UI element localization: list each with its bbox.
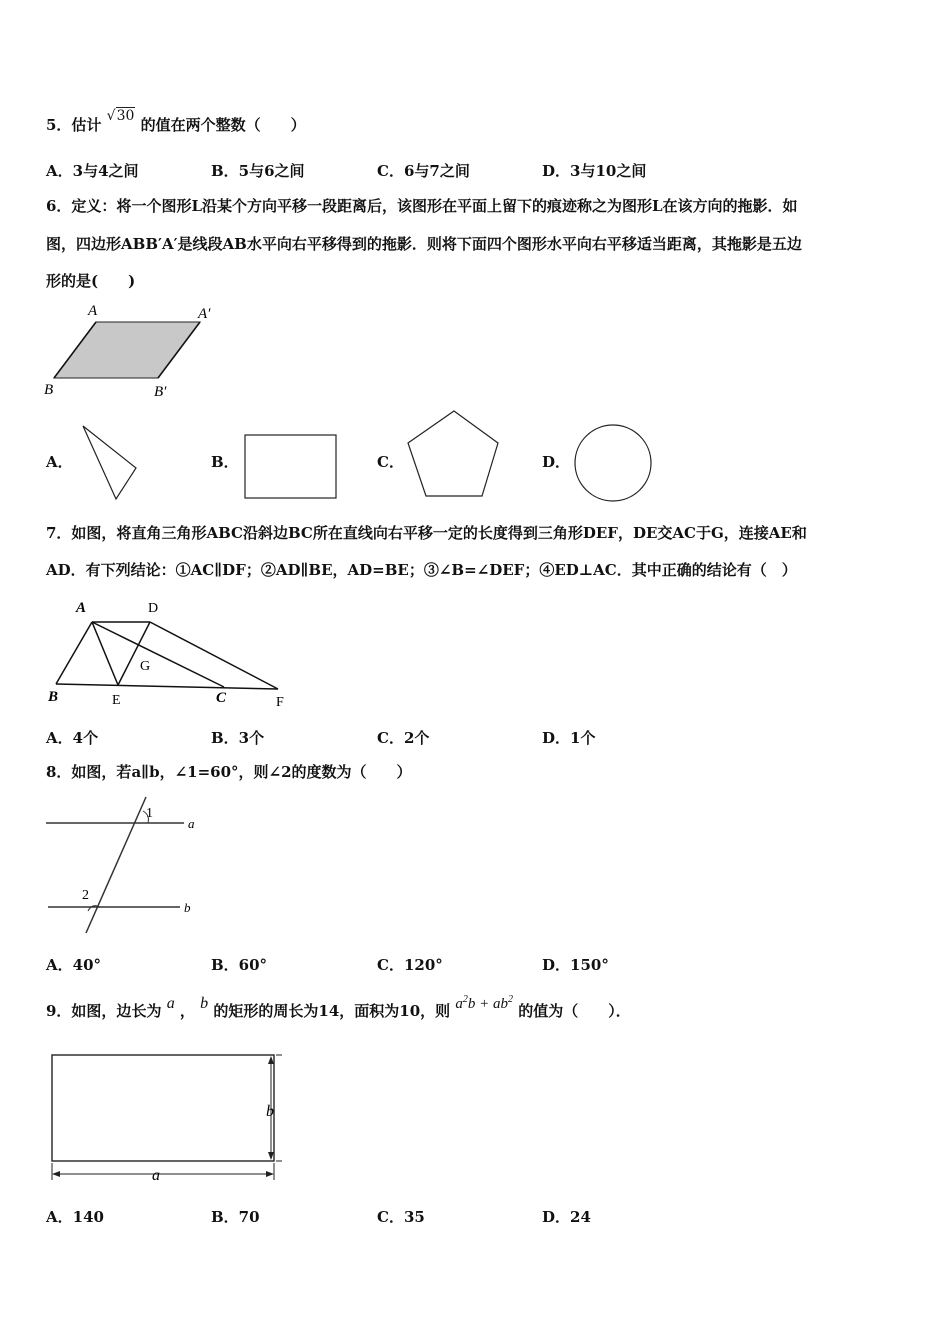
q9-expression: $a^2b + ab^2$ (455, 994, 514, 1012)
q8-option-b[interactable]: B．60° (211, 956, 268, 974)
label-F: F (276, 695, 284, 710)
angle-2-label: 2 (82, 888, 89, 903)
label-A-prime: A′ (198, 306, 211, 322)
angle-1-label: 1 (146, 806, 153, 821)
q7-option-a[interactable]: A．4个 (46, 729, 99, 747)
q8-option-c[interactable]: C．120° (377, 956, 443, 974)
q9-option-b[interactable]: B．70 (211, 1208, 260, 1226)
side-a-label: a (152, 1167, 160, 1184)
q9-option-a[interactable]: A．140 (46, 1208, 104, 1226)
sqrt-radicand: 30 (116, 108, 135, 124)
label-E: E (112, 693, 121, 708)
label-A: A (88, 303, 98, 319)
side-b-label: b (266, 1103, 274, 1120)
q9-comma: ， (179, 1002, 195, 1020)
q8-option-d[interactable]: D．150° (542, 956, 609, 974)
line-a-label: a (188, 816, 195, 831)
q9-stem (46, 994, 631, 1021)
label-B: B (48, 689, 59, 705)
q9-stem-post: 的值为（ ）． (518, 1002, 631, 1020)
label-G: G (140, 659, 151, 674)
q6-parallelogram-figure (40, 300, 270, 400)
q6-line-3: 形的是( ) (46, 272, 136, 290)
q9-option-c[interactable]: C．35 (377, 1208, 425, 1226)
q9-stem-pre: 9．如图，边长为 (46, 1002, 162, 1020)
label-A: A (76, 600, 87, 616)
circle-icon (571, 421, 655, 505)
q7-triangle-figure (44, 596, 304, 711)
q6-option-c[interactable]: C． (377, 453, 404, 471)
q8-option-a[interactable]: A．40° (46, 956, 102, 974)
q9-stem-mid: 的矩形的周长为14，面积为10，则 (213, 1002, 451, 1020)
q6-option-d[interactable]: D． (542, 453, 571, 471)
rectangle-icon (240, 430, 340, 502)
q6-line-2: 图，四边形ABB′A′是线段AB水平向右平移得到的拖影．则将下面四个图形水平向右平移适当距离，其拖影是五边 (46, 235, 802, 253)
label-D: D (148, 601, 159, 616)
q6-option-b[interactable]: B． (211, 453, 239, 471)
q7-line-2: AD．有下列结论：①AC∥DF；②AD∥BE，AD=BE；③∠B=∠DEF；④ED⊥AC．其中正确的结论有（ ） (46, 561, 797, 579)
q5-option-a[interactable]: A．3与4之间 (46, 162, 139, 180)
q9-rectangle-figure (44, 1048, 304, 1188)
q6-line-1: 6．定义：将一个图形L沿某个方向平移一段距离后，该图形在平面上留下的痕迹称之为图形L在该方向的拖影．如 (46, 197, 798, 215)
label-B: B (44, 382, 54, 398)
q5-stem-post: 的值在两个整数（ ） (140, 116, 306, 134)
q5-stem-pre: 5．估计 (46, 116, 102, 134)
q7-option-c[interactable]: C．2个 (377, 729, 430, 747)
label-B-prime: B′ (154, 384, 167, 400)
q5-option-b[interactable]: B．5与6之间 (211, 162, 305, 180)
line-b-label: b (184, 900, 191, 915)
q8-stem: 8．如图，若a∥b，∠1=60°，则∠2的度数为（ ） (46, 763, 412, 781)
q7-option-b[interactable]: B．3个 (211, 729, 265, 747)
pentagon-icon (402, 406, 506, 500)
q5-option-c[interactable]: C．6与7之间 (377, 162, 470, 180)
q9-option-d[interactable]: D．24 (542, 1208, 591, 1226)
triangle-icon (78, 420, 148, 510)
sqrt-expression: √30 (106, 108, 135, 124)
q5-option-d[interactable]: D．3与10之间 (542, 162, 647, 180)
q7-option-d[interactable]: D．1个 (542, 729, 596, 747)
label-C: C (216, 690, 227, 706)
q7-line-1: 7．如图，将直角三角形ABC沿斜边BC所在直线向右平移一定的长度得到三角形DEF，DE交AC于G，连接AE和 (46, 524, 807, 542)
q8-parallel-lines-figure (44, 793, 204, 938)
var-b: b (200, 995, 209, 1012)
q5-stem (46, 108, 306, 135)
q6-option-a[interactable]: A． (46, 453, 73, 471)
var-a: a (166, 995, 175, 1012)
